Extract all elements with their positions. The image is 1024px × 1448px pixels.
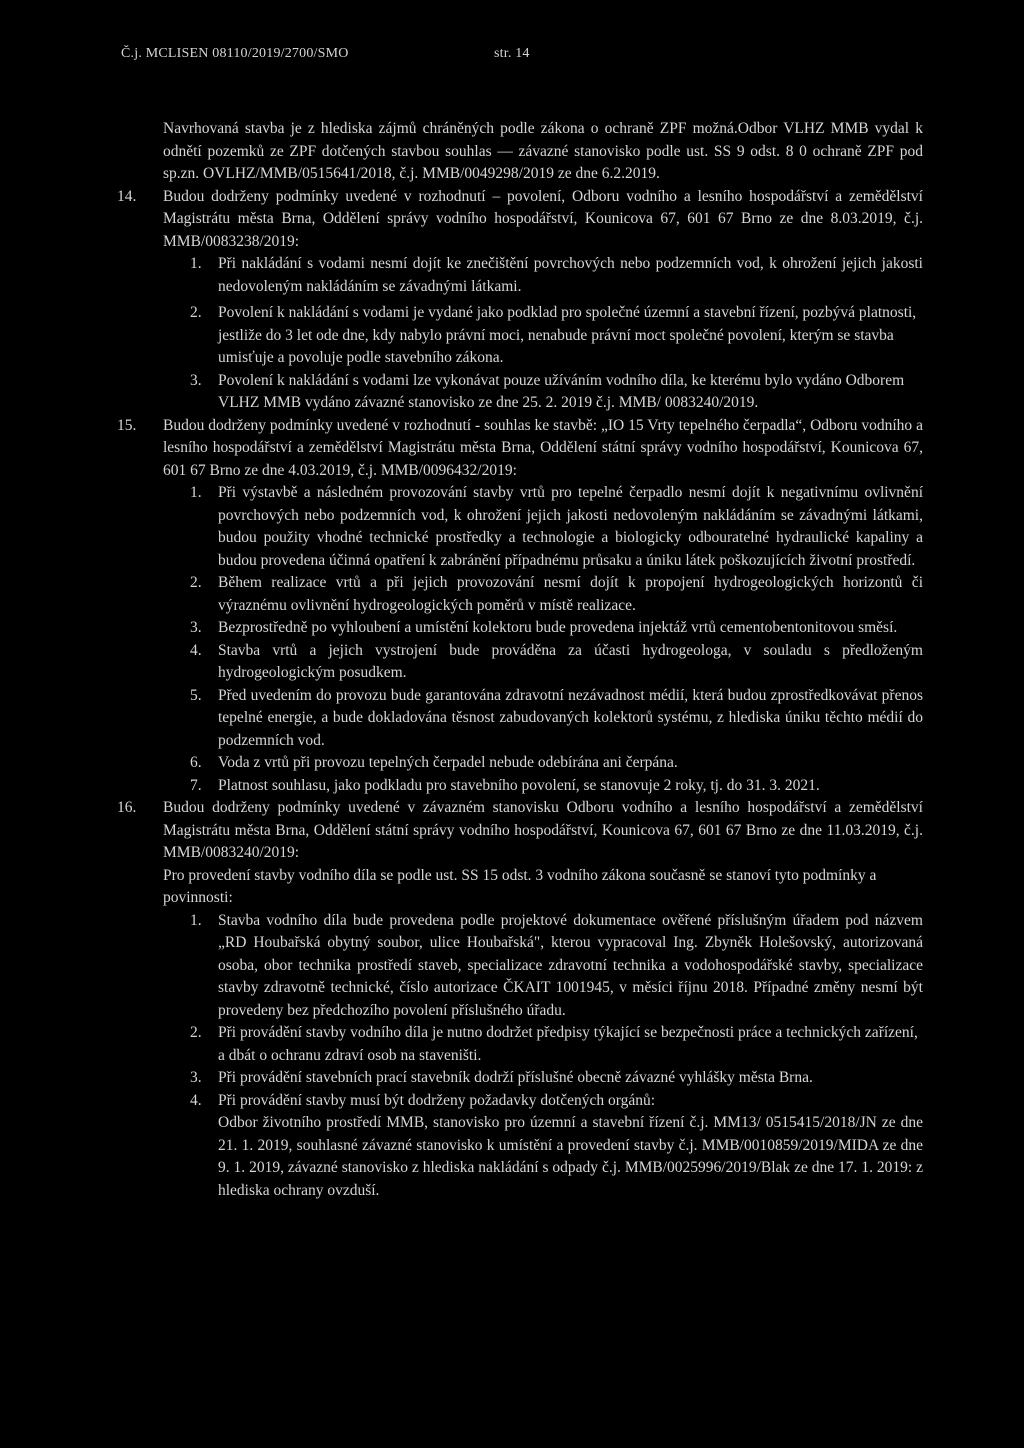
condition-item-16 (117, 797, 923, 1202)
item-text: Budou dodrženy podmínky uvedené v rozhodnutí - souhlas ke stavbě: „IO 15 Vrty tepelného čerpadla“, Odboru vodního a lesního hospodářství a zemědělství Magistrátu města Brna, Oddělení státní správy vodního hospodářství, Kounicova 67, 601 67 Brno ze dne 4.03.2019, č.j. MMB/0096432/2019: (163, 416, 923, 479)
reference-number: Č.j. MCLISEN 08110/2019/2700/SMO (121, 46, 349, 61)
sub-item (163, 640, 923, 685)
sub-item-number: 3. (190, 371, 202, 389)
item-text: Budou dodrženy podmínky uvedené v rozhodnutí – povolení, Odboru vodního a lesního hospodářství a zemědělství Magistrátu města Brna, Oddělení správy vodního hospodářství, Kounicova 67, 601 67 Brno ze dne 8.03.2019, č.j. MMB/0083238/2019: (163, 187, 923, 250)
sub-item (163, 685, 923, 753)
condition-item-14 (117, 186, 923, 415)
page-number: str. 14 (494, 46, 530, 61)
sub-item (163, 253, 923, 298)
sub-item-text: Při nakládání s vodami nesmí dojít ke znečištění povrchových nebo podzemních vod, k ohrožení jejich jakosti nedovoleným nakládáním se závadnými látkami. (218, 255, 923, 295)
item-number: 16. (117, 799, 137, 816)
sub-item-number: 4. (190, 641, 202, 659)
sub-item-number: 2. (190, 304, 202, 321)
sub-item-text: Povolení k nakládání s vodami je vydané jako podklad pro společné územní a stavební řízení, pozbývá platnosti, jestliže do 3 let ode dne, kdy nabylo právní moci, nenabude právní moct společné povolení, kterým se stavba umisťuje a povoluje podle stavebního zákona. (218, 304, 917, 366)
document-body (117, 118, 923, 1202)
sub-item-text: Voda z vrtů při provozu tepelných čerpadel nebude odebírána ani čerpána. (218, 754, 678, 771)
sub-item-text: Při provádění stavby musí být dodrženy požadavky dotčených orgánů: (218, 1091, 656, 1109)
sub-item-number: 3. (190, 619, 202, 636)
sub-item-number: 3. (190, 1069, 202, 1086)
item-paragraph: Pro provedení stavby vodního díla se podle ust. SS 15 odst. 3 vodního zákona současně se stanoví tyto podmínky a povinnosti: (163, 866, 877, 906)
sub-item (163, 1090, 923, 1203)
sub-item-text: Při provádění stavebních prací stavebník dodrží příslušné obecně závazné vyhlášky města Brna. (218, 1069, 813, 1086)
sub-item (163, 910, 923, 1023)
sub-item-text: Stavba vodního díla bude provedena podle projektové dokumentace ověřené příslušným úřadem pod názvem „RD Houbařská obytný soubor, ulice Houbařská", kterou vypracoval Ing. Zbyněk Holešovský, autorizovaná osoba, obor technika prostředí staveb, specializace zdravotní technika a vodohospodářské stavby, specializace stavby zdravotně technické, číslo autorizace ČKAIT 1001945, v měsíci říjnu 2018. Případné změny nesmí být provedeny bez předchozího povolení příslušného úřadu. (218, 911, 923, 1019)
sub-item-number: 4. (190, 1091, 202, 1109)
sub-item-text: Stavba vrtů a jejich vystrojení bude prováděna za účasti hydrogeologa, v souladu s předloženým hydrogeologickým posudkem. (218, 641, 923, 681)
sub-item (163, 775, 923, 798)
sub-item (163, 617, 923, 640)
intro-paragraph: Navrhovaná stavba je z hlediska zájmů chráněných podle zákona o ochraně ZPF možná.Odbor VLHZ MMB vydal k odnětí pozemků ze ZPF dotčených stavbou souhlas — závazné stanovisko podle ust. SS 9 odst. 8 0 ochraně ZPF pod sp.zn. OVLHZ/MMB/0515641/2018, č.j. MMB/0049298/2019 ze dne 6.2.2019. (163, 120, 923, 182)
sub-item (163, 370, 923, 415)
sub-item-extra-text: Odbor životního prostředí MMB, stanovisko pro územní a stavební řízení č.j. MM13/ 0515415/2018/JN ze dne 21. 1. 2019, souhlasné závazné stanovisko k umístění a provedení stavby č.j. MMB/0010859/2019/MIDA ze dne 9. 1. 2019, závazné stanovisko z hlediska nakládání s odpady č.j. MMB/0025996/2019/Blak ze dne 17. 1. 2019: z hlediska ochrany ovzduší. (218, 1114, 923, 1199)
sub-item-number: 1. (190, 484, 202, 501)
page-header (121, 43, 530, 66)
sub-item-number: 7. (190, 776, 202, 794)
sub-item-text: Během realizace vrtů a při jejich provozování nesmí dojít k propojení hydrogeologických horizontů či výraznému ovlivnění hydrogeologických poměrů v místě realizace. (218, 574, 923, 614)
sub-item (163, 482, 923, 572)
item-number: 14. (117, 187, 137, 205)
sub-item-text: Platnost souhlasu, jako podkladu pro stavebního povolení, se stanovuje 2 roky, tj. do 31. 3. 2021. (218, 776, 820, 794)
sub-item-number: 1. (190, 911, 202, 929)
sub-item-number: 2. (190, 574, 202, 591)
sub-item-number: 6. (190, 754, 202, 771)
sub-item (163, 572, 923, 617)
item-text: Budou dodrženy podmínky uvedené v závazném stanovisku Odboru vodního a lesního hospodářství a zemědělství Magistrátu města Brna, Oddělení státní správy vodního hospodářství, Kounicova 67, 601 67 Brno ze dne 11.03.2019, č.j. MMB/0083240/2019: (163, 799, 923, 861)
sub-item-number: 2. (190, 1024, 202, 1041)
condition-item-15 (117, 415, 923, 798)
item-number: 15. (117, 416, 137, 434)
sub-item-number: 5. (190, 686, 202, 704)
sub-item (163, 1067, 923, 1090)
sub-item-text: Při provádění stavby vodního díla je nutno dodržet předpisy týkající se bezpečnosti práce a technických zařízení, a dbát o ochranu zdraví osob na staveništi. (218, 1024, 918, 1064)
sub-item-number: 1. (190, 255, 202, 272)
sub-item-text: Před uvedením do provozu bude garantována zdravotní nezávadnost médií, která budou zprostředkovávat přenos tepelné energie, a bude dokladována těsnost zabudovaných kolektorů systému, z hlediska úniku těchto médií do podzemních vod. (218, 686, 923, 749)
sub-item (163, 752, 923, 775)
sub-item-text: Povolení k nakládání s vodami lze vykonávat pouze užíváním vodního díla, ke kterému bylo vydáno Odborem VLHZ MMB vydáno závazné stanovisko ze dne 25. 2. 2019 č.j. MMB/ 0083240/2019. (218, 371, 905, 411)
sub-item-text: Bezprostředně po vyhloubení a umístění kolektoru bude provedena injektáž vrtů cementobentonitovou směsí. (218, 619, 898, 636)
sub-item-text: Při výstavbě a následném provozování stavby vrtů pro tepelné čerpadlo nesmí dojít k negativnímu ovlivnění povrchových nebo podzemních vod, k ohrožení jejich jakosti nedovoleným nakládáním se závadnými látkami, budou použity vhodné technické prostředky a technologie a biologicky odbouratelné hydraulické kapaliny a budou provedena účinná opatření k zabránění případnému průsaku a úniku látek poškozujících životní prostředí. (218, 484, 923, 569)
sub-item (163, 302, 923, 370)
sub-item (163, 1022, 923, 1067)
